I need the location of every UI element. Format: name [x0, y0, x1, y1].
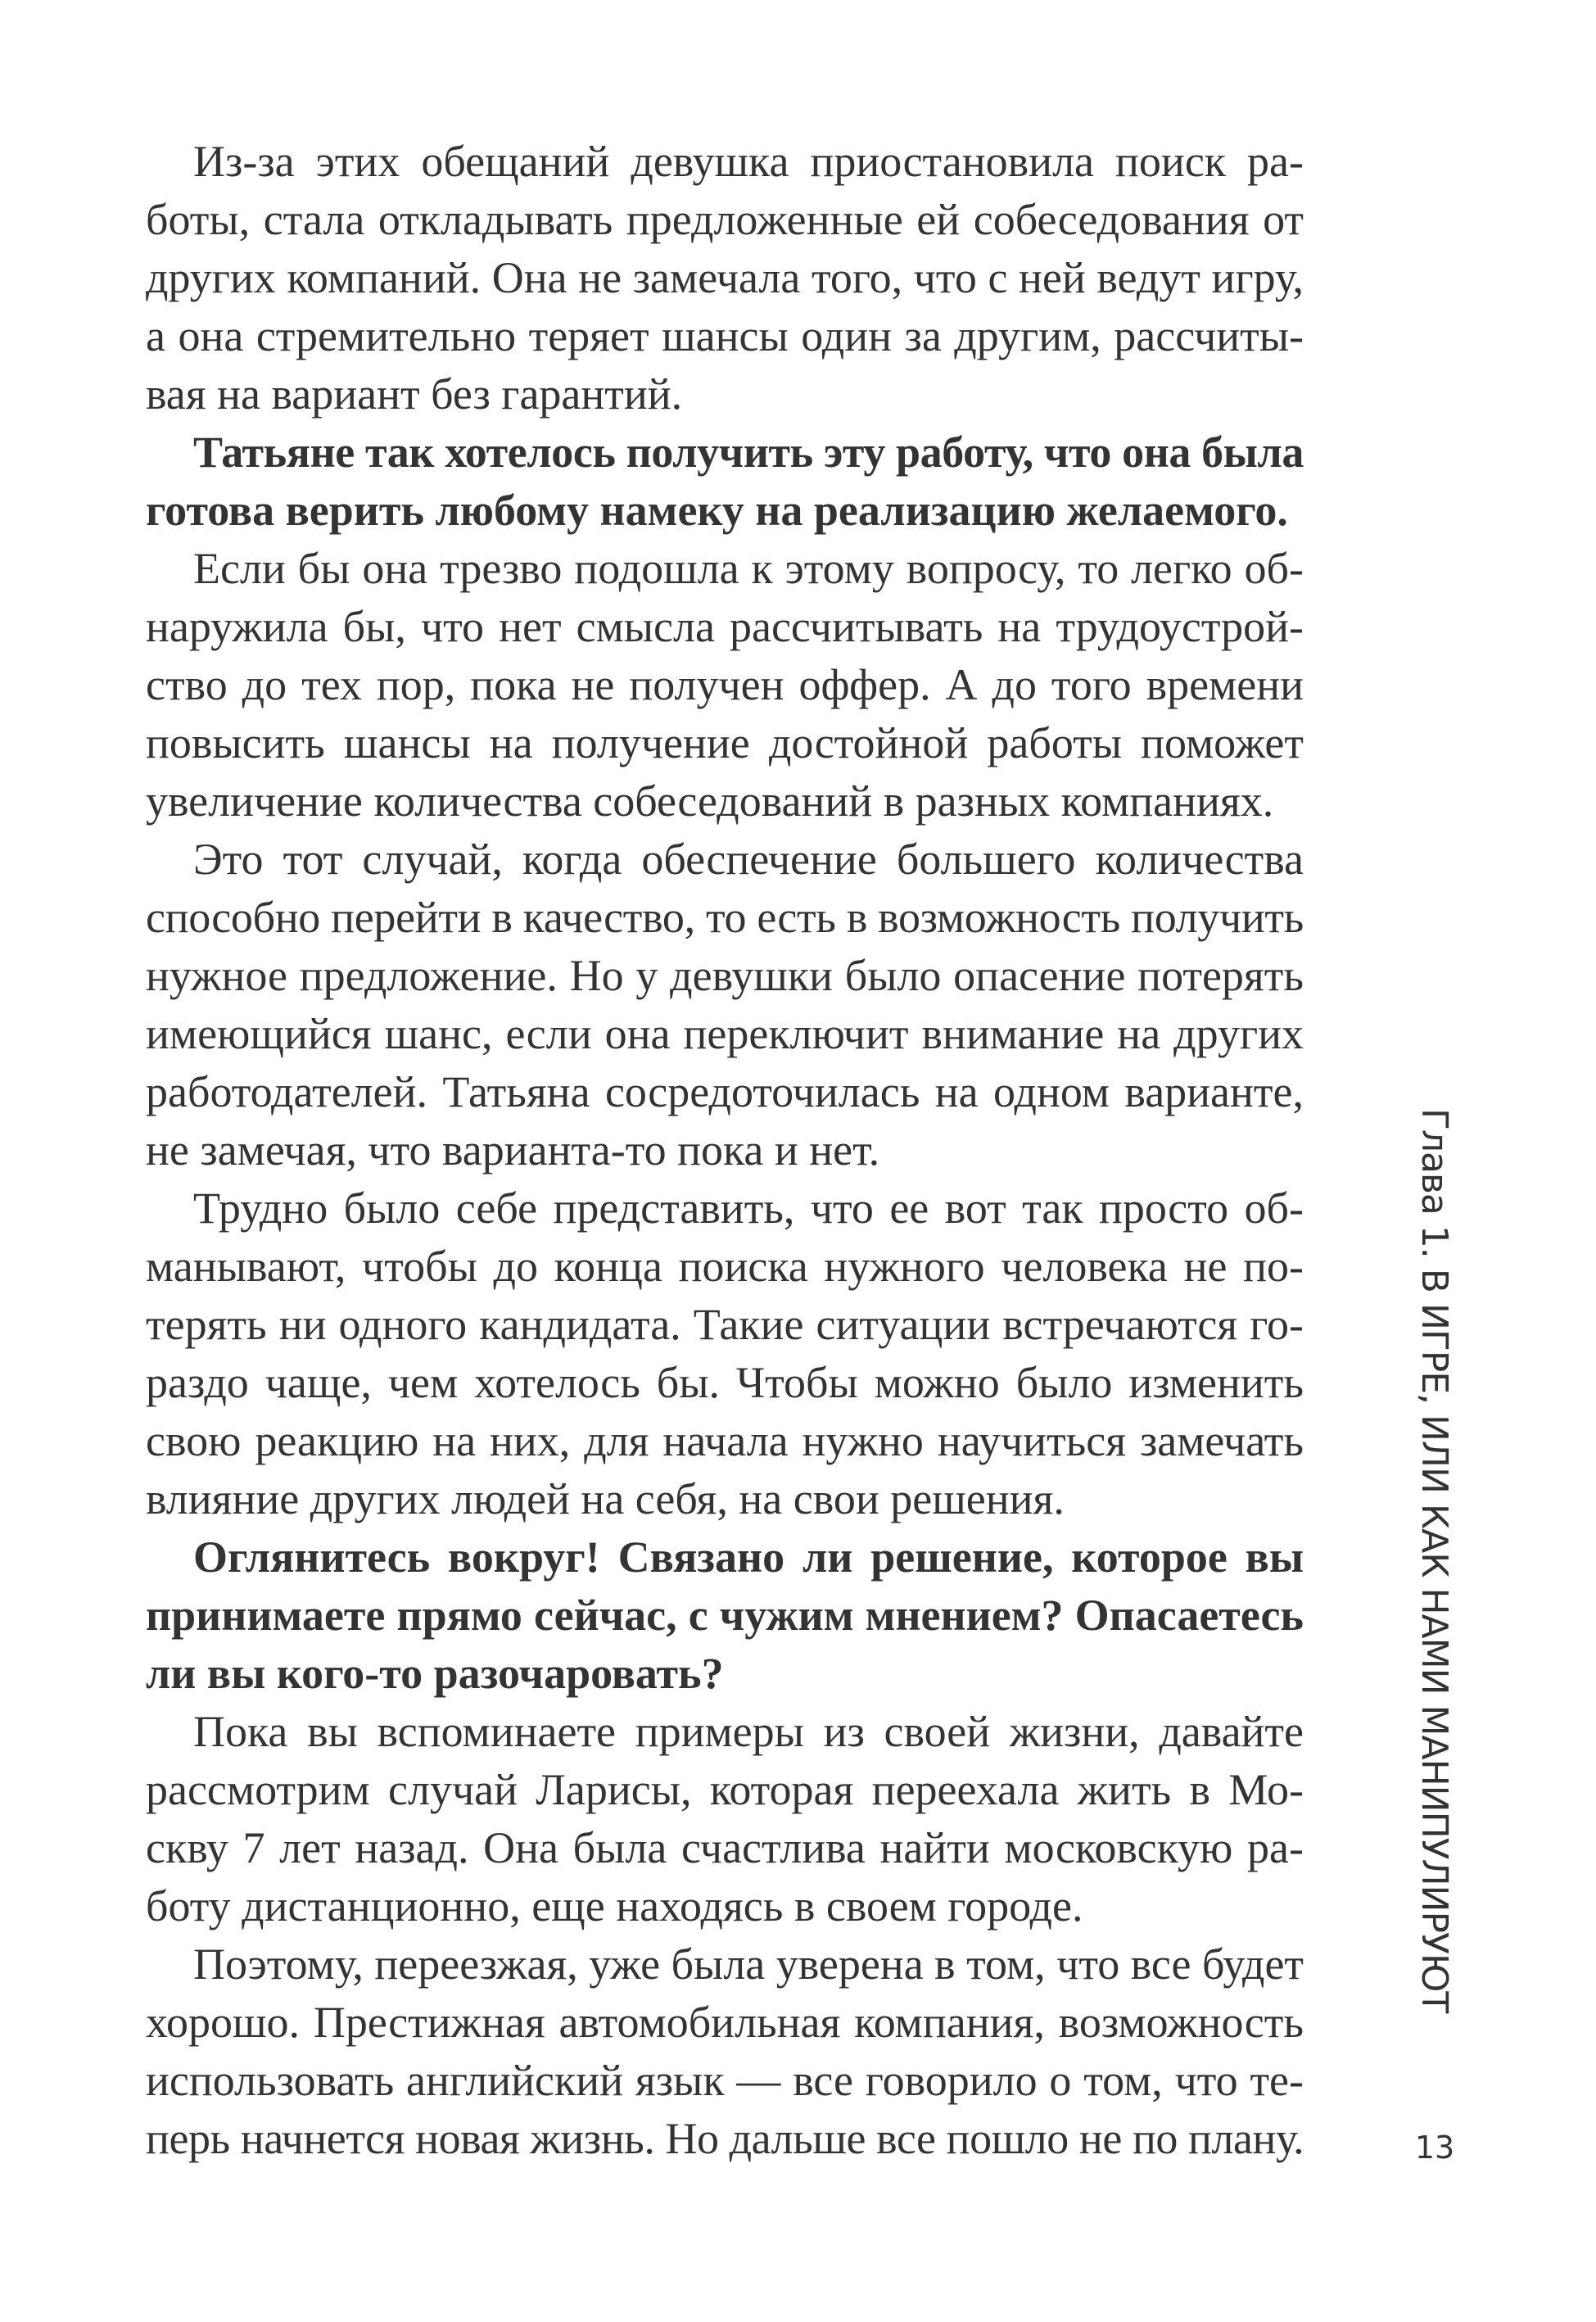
body-line: скву 7 лет назад. Она была счастлива найти московскую ра- — [146, 1823, 1304, 1872]
body-line: свою реакцию на них, для начала нужно научиться замечать — [146, 1416, 1304, 1465]
body-line: рассмотрим случай Ларисы, которая переехала жить в Мо- — [146, 1765, 1304, 1814]
body-line: Поэтому, переезжая, уже была уверена в том, что все будет — [193, 1940, 1304, 1989]
body-line-bold: готова верить любому намеку на реализацию желаемого. — [146, 486, 1288, 535]
body-line: имеющийся шанс, если она переключит внимание на других — [146, 1009, 1304, 1058]
body-line: наружила бы, что нет смысла рассчитывать на трудоустрой- — [146, 602, 1304, 651]
body-line: других компаний. Она не замечала того, что с ней ведут игру, — [146, 253, 1304, 302]
body-line-bold: принимаете прямо сейчас, с чужим мнением? Опасаетесь — [146, 1591, 1304, 1640]
body-line: повысить шансы на получение достойной работы поможет — [146, 718, 1304, 767]
body-line: ство до тех пор, пока не получен оффер. А до того времени — [146, 660, 1304, 709]
body-line: манывают, чтобы до конца поиска нужного человека не по- — [146, 1242, 1304, 1291]
body-line: нужное предложение. Но у девушки было опасение потерять — [146, 951, 1304, 1000]
body-line: увеличение количества собеседований в разных компаниях. — [146, 776, 1274, 826]
body-line: Из-за этих обещаний девушка приостановила поиск ра- — [193, 137, 1304, 186]
body-line: боты, стала откладывать предложенные ей собеседования от — [146, 195, 1304, 244]
body-text — [146, 133, 1304, 2168]
running-head-text: Глава 1. В ИГРЕ, ИЛИ КАК НАМИ МАНИПУЛИРУЮТ — [1413, 1108, 1455, 2013]
body-line: раздо чаще, чем хотелось бы. Чтобы можно было изменить — [146, 1358, 1304, 1407]
body-line: способно перейти в качество, то есть в возможность получить — [146, 893, 1304, 942]
body-line-bold: ли вы кого-то разочаровать? — [146, 1649, 724, 1698]
body-line: терять ни одного кандидата. Такие ситуации встречаются го- — [146, 1300, 1304, 1349]
body-line: вая на вариант без гарантий. — [146, 369, 683, 419]
body-line: перь начнется новая жизнь. Но дальше все пошло не по плану. — [146, 2114, 1304, 2163]
body-line: работодателей. Татьяна сосредоточилась на одном варианте, — [146, 1067, 1304, 1116]
body-line: боту дистанционно, еще находясь в своем городе. — [146, 1881, 1083, 1930]
body-line: не замечая, что варианта-то пока и нет. — [146, 1125, 880, 1175]
body-line: Пока вы вспоминаете примеры из своей жизни, давайте — [193, 1707, 1304, 1756]
body-line: Если бы она трезво подошла к этому вопросу, то легко об- — [193, 544, 1304, 593]
body-line: Трудно было себе представить, что ее вот так просто об- — [193, 1184, 1304, 1233]
body-line-bold: Татьяне так хотелось получить эту работу, что она была — [193, 428, 1304, 477]
body-line: влияние других людей на себя, на свои решения. — [146, 1474, 1065, 1523]
body-line: хорошо. Престижная автомобильная компания, возможность — [146, 1998, 1304, 2047]
body-line: а она стремительно теряет шансы один за другим, рассчиты- — [146, 311, 1304, 360]
body-line: использовать английский язык — все говорило о том, что те- — [146, 2056, 1304, 2105]
page-number: 13 — [1414, 2130, 1455, 2166]
body-line: Это тот случай, когда обеспечение большего количества — [193, 835, 1304, 884]
body-line-bold: Оглянитесь вокруг! Связано ли решение, которое вы — [193, 1532, 1304, 1582]
